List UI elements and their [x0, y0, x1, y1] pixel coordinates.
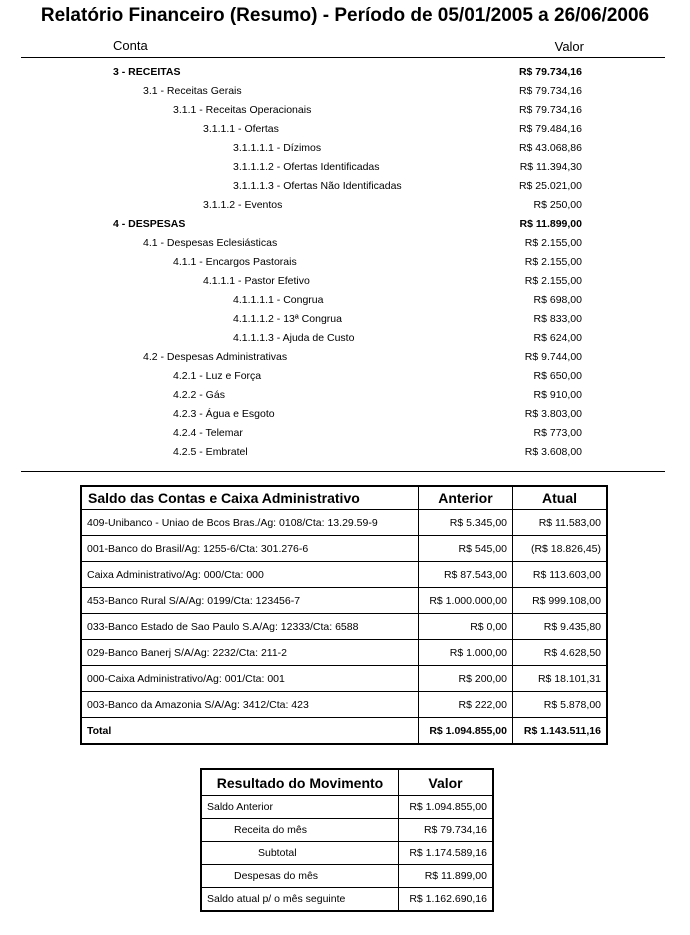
account-label: 3.1.1 - Receitas Operacionais — [173, 104, 312, 116]
anterior-cell: R$ 200,00 — [418, 666, 512, 692]
atual-cell: R$ 9.435,80 — [513, 614, 608, 640]
anterior-cell: R$ 5.345,00 — [418, 510, 512, 536]
account-cell: 409-Unibanco - Uniao de Bcos Bras./Ag: 0108/Cta: 13.29.59-9 — [81, 510, 418, 536]
table-header-row — [81, 486, 607, 510]
resultado-label: Saldo Anterior — [201, 796, 399, 819]
account-row — [0, 424, 690, 443]
resultado-label: Saldo atual p/ o mês seguinte — [201, 888, 399, 912]
section-divider — [21, 471, 665, 472]
anterior-cell: R$ 222,00 — [418, 692, 512, 718]
account-row — [0, 386, 690, 405]
account-value: R$ 250,00 — [533, 199, 582, 211]
account-value: R$ 79.734,16 — [518, 104, 582, 116]
table-row — [201, 865, 493, 888]
account-label: 3.1.1.2 - Eventos — [203, 199, 283, 211]
account-label: 4.2 - Despesas Administrativas — [143, 351, 288, 363]
resultado-header-valor: Valor — [399, 769, 494, 796]
account-row — [0, 310, 690, 329]
resultado-value: R$ 79.734,16 — [399, 819, 494, 842]
account-cell: 033-Banco Estado de Sao Paulo S.A/Ag: 12333/Cta: 6588 — [81, 614, 418, 640]
saldo-header-atual: Atual — [513, 486, 608, 510]
account-label: 4.1.1.1.1 - Congrua — [233, 294, 324, 306]
table-row — [201, 888, 493, 912]
account-cell: Caixa Administrativo/Ag: 000/Cta: 000 — [81, 562, 418, 588]
account-row — [0, 139, 690, 158]
resultado-value: R$ 1.174.589,16 — [399, 842, 494, 865]
account-value: R$ 3.803,00 — [524, 408, 582, 420]
resultado-value: R$ 1.094.855,00 — [399, 796, 494, 819]
column-header-valor: Valor — [554, 39, 584, 54]
account-row — [0, 329, 690, 348]
account-row — [0, 234, 690, 253]
total-atual: R$ 1.143.511,16 — [513, 718, 608, 745]
account-label: 3.1.1.1.2 - Ofertas Identificadas — [233, 161, 380, 173]
account-label: 3.1 - Receitas Gerais — [143, 85, 242, 97]
account-cell: 001-Banco do Brasil/Ag: 1255-6/Cta: 301.276-6 — [81, 536, 418, 562]
table-row — [81, 510, 607, 536]
account-row — [0, 101, 690, 120]
table-header-row — [201, 769, 493, 796]
header-divider — [21, 57, 665, 58]
anterior-cell: R$ 0,00 — [418, 614, 512, 640]
total-row — [81, 718, 607, 745]
saldo-contas-table — [80, 485, 608, 745]
resultado-movimento-table — [200, 768, 494, 912]
account-label: 4.2.5 - Embratel — [173, 446, 248, 458]
resultado-value: R$ 11.899,00 — [399, 865, 494, 888]
account-value: R$ 9.744,00 — [524, 351, 582, 363]
account-row — [0, 215, 690, 234]
account-cell: 000-Caixa Administrativo/Ag: 001/Cta: 001 — [81, 666, 418, 692]
table-row — [81, 536, 607, 562]
anterior-cell: R$ 1.000.000,00 — [418, 588, 512, 614]
account-value: R$ 79.734,16 — [518, 66, 582, 78]
account-row — [0, 253, 690, 272]
account-value: R$ 3.608,00 — [524, 446, 582, 458]
account-value: R$ 910,00 — [533, 389, 582, 401]
account-label: 4.1.1.1 - Pastor Efetivo — [203, 275, 310, 287]
account-row — [0, 291, 690, 310]
account-value: R$ 773,00 — [533, 427, 582, 439]
account-row — [0, 120, 690, 139]
table-row — [81, 666, 607, 692]
account-label: 3 - RECEITAS — [113, 66, 181, 78]
account-value: R$ 833,00 — [533, 313, 582, 325]
account-label: 4.1.1.1.2 - 13ª Congrua — [233, 313, 342, 325]
account-value: R$ 79.484,16 — [518, 123, 582, 135]
resultado-label: Despesas do mês — [201, 865, 399, 888]
report-title: Relatório Financeiro (Resumo) - Período de 05/01/2005 a 26/06/2006 — [40, 5, 650, 26]
resultado-header-label: Resultado do Movimento — [201, 769, 399, 796]
account-label: 3.1.1.1.3 - Ofertas Não Identificadas — [233, 180, 402, 192]
total-anterior: R$ 1.094.855,00 — [418, 718, 512, 745]
saldo-header-conta: Saldo das Contas e Caixa Administrativo — [81, 486, 418, 510]
table-row — [81, 562, 607, 588]
account-value: R$ 25.021,00 — [518, 180, 582, 192]
account-value: R$ 2.155,00 — [524, 256, 582, 268]
account-value: R$ 698,00 — [533, 294, 582, 306]
total-label: Total — [81, 718, 418, 745]
account-list — [0, 63, 690, 462]
anterior-cell: R$ 545,00 — [418, 536, 512, 562]
atual-cell: R$ 5.878,00 — [513, 692, 608, 718]
account-row — [0, 405, 690, 424]
account-row — [0, 158, 690, 177]
account-row — [0, 348, 690, 367]
account-value: R$ 11.394,30 — [519, 161, 582, 173]
account-cell: 453-Banco Rural S/A/Ag: 0199/Cta: 123456-7 — [81, 588, 418, 614]
atual-cell: R$ 113.603,00 — [513, 562, 608, 588]
account-value: R$ 2.155,00 — [524, 237, 582, 249]
account-label: 3.1.1.1.1 - Dízimos — [233, 142, 322, 154]
table-row — [81, 640, 607, 666]
table-row — [201, 819, 493, 842]
account-row — [0, 82, 690, 101]
resultado-label: Subtotal — [201, 842, 399, 865]
account-row — [0, 367, 690, 386]
account-value: R$ 650,00 — [533, 370, 582, 382]
table-row — [81, 692, 607, 718]
atual-cell: R$ 999.108,00 — [513, 588, 608, 614]
account-row — [0, 196, 690, 215]
atual-cell: R$ 18.101,31 — [513, 666, 608, 692]
anterior-cell: R$ 1.000,00 — [418, 640, 512, 666]
account-value: R$ 11.899,00 — [519, 218, 582, 230]
account-label: 4.1.1.1.3 - Ajuda de Custo — [233, 332, 355, 344]
account-label: 4.2.1 - Luz e Força — [173, 370, 262, 382]
resultado-label: Receita do mês — [201, 819, 399, 842]
account-value: R$ 43.068,86 — [518, 142, 582, 154]
account-value: R$ 79.734,16 — [518, 85, 582, 97]
account-label: 4.2.3 - Água e Esgoto — [173, 408, 275, 420]
account-value: R$ 624,00 — [533, 332, 582, 344]
account-cell: 003-Banco da Amazonia S/A/Ag: 3412/Cta: 423 — [81, 692, 418, 718]
column-header-conta: Conta — [113, 38, 148, 53]
atual-cell: R$ 4.628,50 — [513, 640, 608, 666]
account-cell: 029-Banco Banerj S/A/Ag: 2232/Cta: 211-2 — [81, 640, 418, 666]
saldo-header-anterior: Anterior — [418, 486, 512, 510]
anterior-cell: R$ 87.543,00 — [418, 562, 512, 588]
account-label: 4.1.1 - Encargos Pastorais — [173, 256, 297, 268]
table-row — [81, 588, 607, 614]
atual-cell: (R$ 18.826,45) — [513, 536, 608, 562]
account-label: 4.2.4 - Telemar — [173, 427, 243, 439]
table-row — [201, 796, 493, 819]
account-label: 4.1 - Despesas Eclesiásticas — [143, 237, 278, 249]
account-label: 3.1.1.1 - Ofertas — [203, 123, 279, 135]
account-row — [0, 272, 690, 291]
account-row — [0, 443, 690, 462]
account-label: 4 - DESPESAS — [113, 218, 186, 230]
table-row — [201, 842, 493, 865]
account-row — [0, 63, 690, 82]
table-row — [81, 614, 607, 640]
account-label: 4.2.2 - Gás — [173, 389, 225, 401]
account-value: R$ 2.155,00 — [524, 275, 582, 287]
account-row — [0, 177, 690, 196]
resultado-value: R$ 1.162.690,16 — [399, 888, 494, 912]
atual-cell: R$ 11.583,00 — [513, 510, 608, 536]
